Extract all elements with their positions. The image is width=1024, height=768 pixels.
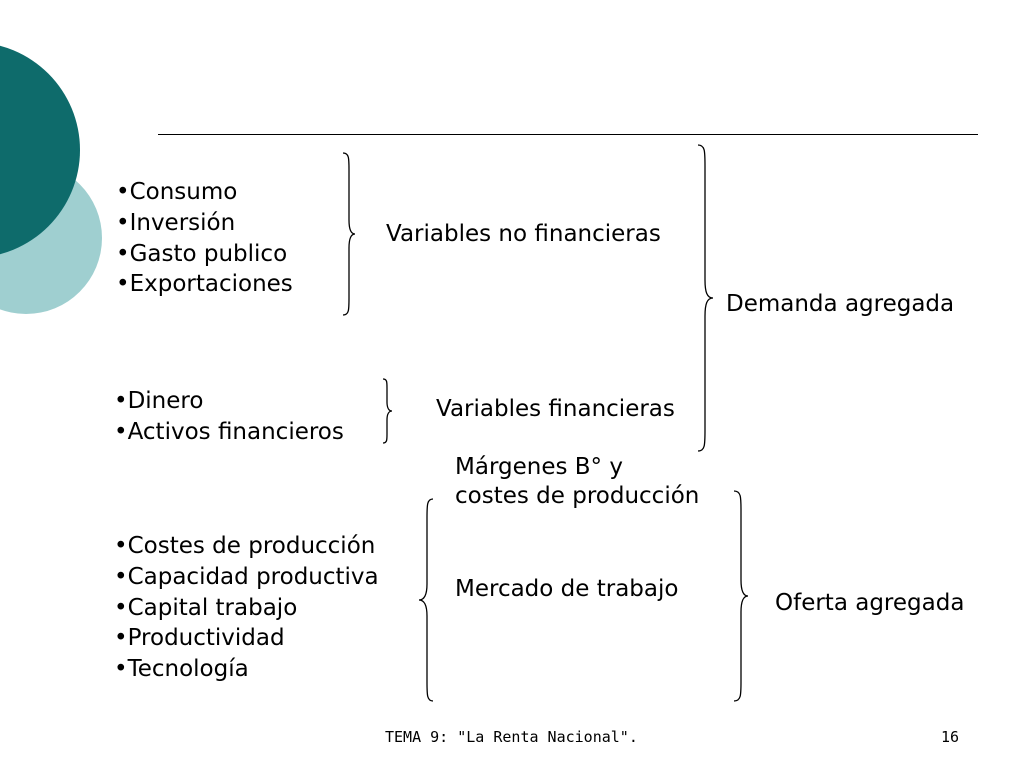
right-brace (728, 488, 754, 704)
margins-label-line1: Márgenes B° y (455, 454, 623, 480)
list-item: • Gasto publico (116, 239, 293, 270)
aggregate-demand-label: Demanda agregada (726, 291, 955, 317)
right-brace (690, 142, 720, 454)
list-item: • Costes de producción (114, 531, 379, 562)
title-divider-line (158, 134, 978, 135)
list-item: • Inversión (116, 208, 293, 239)
decorative-circles (0, 0, 120, 380)
list-item: • Capacidad productiva (114, 562, 379, 593)
aggregate-supply-label: Oferta agregada (775, 590, 965, 616)
list-item: • Consumo (116, 177, 293, 208)
list-item: • Dinero (114, 386, 344, 417)
list-item: • Exportaciones (116, 269, 293, 300)
financial-variables-list (114, 386, 344, 448)
footer-title: TEMA 9: "La Renta Nacional". (385, 728, 638, 746)
non-financial-variables-list (116, 177, 293, 300)
labor-market-label: Mercado de trabajo (455, 576, 679, 602)
margins-label-line2: costes de producción (455, 483, 700, 509)
non-financial-variables-label: Variables no financieras (386, 221, 661, 247)
list-item: • Activos financieros (114, 417, 344, 448)
left-brace (413, 496, 439, 704)
right-brace (378, 376, 402, 446)
supply-factors-list (114, 531, 379, 685)
right-brace (335, 150, 359, 318)
list-item: • Tecnología (114, 654, 379, 685)
list-item: • Productividad (114, 623, 379, 654)
page-number: 16 (941, 728, 960, 746)
list-item: • Capital trabajo (114, 593, 379, 624)
financial-variables-label: Variables financieras (436, 396, 675, 422)
